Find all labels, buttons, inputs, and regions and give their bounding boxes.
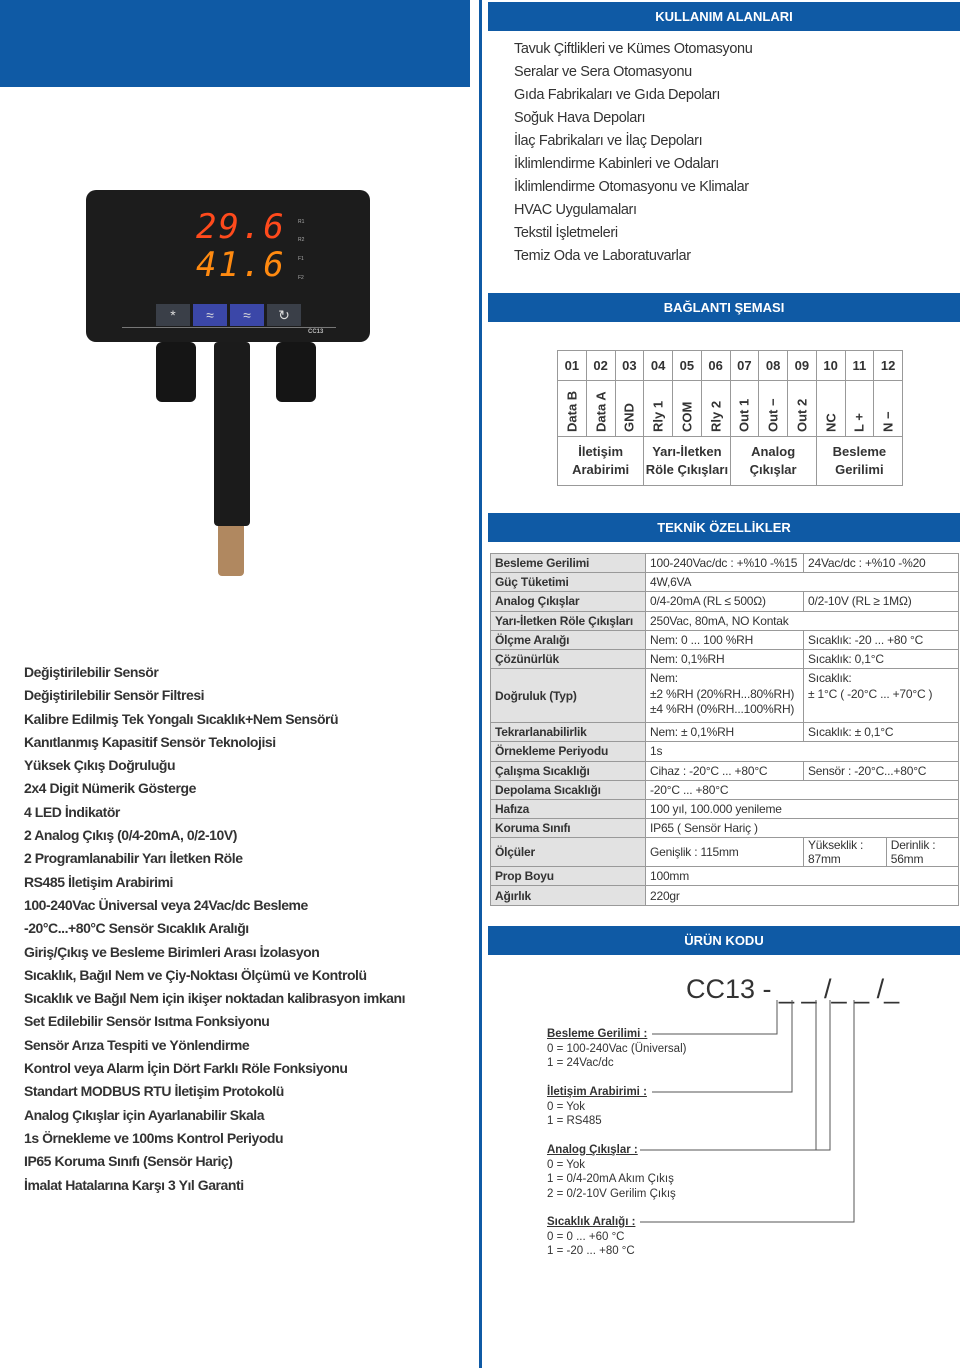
feature-item: Sıcaklık, Bağıl Nem ve Çiy-Noktası Ölçümü ve Kontrolü — [24, 966, 367, 983]
features-list — [24, 661, 405, 1197]
spec-value: 220gr — [646, 886, 959, 905]
feature-item: 2 Programlanabilir Yarı İletken Röle — [24, 850, 243, 867]
spec-value: Yükseklik : 87mm — [804, 838, 887, 867]
terminal-label-text: Rly 1 — [650, 400, 666, 432]
terminal-number: 06 — [701, 351, 730, 381]
feature-item: Değiştirilebilir Sensör — [24, 664, 159, 680]
led-r2: R2 — [298, 237, 305, 243]
terminal-label-text: Out − — [765, 398, 781, 432]
spec-label: Koruma Sınıfı — [491, 819, 646, 838]
terminal-label-text: NC — [823, 413, 839, 432]
order-code-group-title: İletişim Arabirimi : — [547, 1086, 647, 1098]
spec-label: Tekrarlanabilirlik — [491, 723, 646, 742]
terminal-number: 12 — [874, 351, 903, 381]
device-image — [86, 190, 370, 342]
feature-item: Analog Çıkışlar için Ayarlanabilir Skala — [24, 1106, 265, 1123]
feature-item: Sensör Arıza Tespiti ve Yönlendirme — [24, 1036, 250, 1053]
cable-gland-right — [276, 342, 316, 402]
feature-item: Giriş/Çıkış ve Besleme Birimleri Arası İzolasyon — [24, 943, 320, 960]
set-button: * — [156, 304, 190, 326]
feature-item: İmalat Hatalarına Karşı 3 Yıl Garanti — [24, 1176, 244, 1193]
specs-header: TEKNİK ÖZELLİKLER — [488, 513, 960, 542]
spec-label: Ölçüler — [491, 838, 646, 867]
spec-value: 100-240Vac/dc : +%10 -%15 — [646, 554, 804, 573]
terminal-number: 03 — [615, 351, 644, 381]
terminal-label-text: N − — [880, 411, 896, 432]
spec-label: Ölçme Aralığı — [491, 630, 646, 649]
sensor-probe — [214, 342, 250, 526]
terminal-group-line: Röle Çıkışları — [645, 462, 729, 477]
feature-item: Kanıtlanmış Kapasitif Sensör Teknolojisi — [24, 733, 276, 750]
order-header: ÜRÜN KODU — [488, 926, 960, 955]
feature-item: Sıcaklık ve Bağıl Nem için ikişer noktadan kalibrasyon imkanı — [24, 990, 406, 1007]
terminal-label-text: COM — [679, 401, 695, 432]
spec-value: 0/2-10V (RL ≥ 1MΩ) — [804, 592, 959, 611]
spec-value: Derinlik : 56mm — [886, 838, 958, 867]
spec-label: Ağırlık — [491, 886, 646, 905]
feature-item: Set Edilebilir Sensör Isıtma Fonksiyonu — [24, 1013, 270, 1030]
spec-value: Cihaz : -20°C ... +80°C — [646, 761, 804, 780]
feature-item: Kalibre Edilmiş Tek Yongalı Sıcaklık+Nem Sensörü — [24, 710, 339, 727]
spec-value: Sensör : -20°C...+80°C — [804, 761, 959, 780]
spec-label: Çözünürlük — [491, 649, 646, 668]
spec-value: Nem: 0,1%RH — [646, 649, 804, 668]
humidity-display: 41.6 — [196, 245, 286, 285]
terminal-number: 05 — [673, 351, 702, 381]
terminal-group-line: Besleme — [832, 444, 887, 459]
spec-value: 1s — [646, 742, 959, 761]
usage-item: Seralar ve Sera Otomasyonu — [514, 64, 692, 80]
order-code-group-title: Besleme Gerilimi : — [547, 1028, 648, 1040]
spec-label: Prop Boyu — [491, 867, 646, 886]
feature-item: 1s Örnekleme ve 100ms Kontrol Periyodu — [24, 1129, 284, 1146]
spec-value: Sıcaklık: ± 0,1°C — [804, 723, 959, 742]
order-code-option: 0 = 100-240Vac (Üniversal) — [547, 1042, 687, 1055]
terminal-group-line: Analog — [751, 444, 796, 459]
terminal-label-text: Rly 2 — [708, 400, 724, 432]
usage-item: Gıda Fabrikaları ve Gıda Depoları — [514, 87, 721, 103]
usage-item: İklimlendirme Otomasyonu ve Klimalar — [514, 179, 749, 195]
spec-value: 4W,6VA — [646, 573, 959, 592]
terminal-number: 04 — [644, 351, 673, 381]
feature-item: Standart MODBUS RTU İletişim Protokolü — [24, 1083, 284, 1100]
feature-item: 2 Analog Çıkış (0/4-20mA, 0/2-10V) — [24, 827, 237, 844]
order-code-option: 2 = 0/2-10V Gerilim Çıkış — [547, 1187, 676, 1200]
terminal-number: 09 — [788, 351, 817, 381]
spec-value: Nem: 0 ... 100 %RH — [646, 630, 804, 649]
feature-item: 4 LED İndikatör — [24, 803, 120, 820]
feature-item: RS485 İletişim Arabirimi — [24, 873, 173, 890]
feature-item: IP65 Koruma Sınıfı (Sensör Hariç) — [24, 1153, 233, 1170]
order-code-group — [547, 1143, 676, 1201]
spec-label: Depolama Sıcaklığı — [491, 780, 646, 799]
spec-label: Hafıza — [491, 799, 646, 818]
cable-gland-left — [156, 342, 196, 402]
terminal-group-line: Çıkışlar — [749, 462, 797, 477]
feature-item: Değiştirilebilir Sensör Filtresi — [24, 687, 205, 704]
order-code-option: 0 = Yok — [547, 1100, 586, 1113]
terminal-label-text: Out 1 — [736, 398, 752, 432]
cycle-button: ↻ — [267, 304, 301, 326]
feature-item: 2x4 Digit Nümerik Gösterge — [24, 780, 196, 797]
spec-label: Örnekleme Periyodu — [491, 742, 646, 761]
terminal-group-line: Arabirimi — [572, 462, 630, 477]
terminal-group-line: Yarı-İletken — [652, 444, 722, 459]
wiring-header: BAĞLANTI ŞEMASI — [488, 293, 960, 322]
terminal-number: 07 — [730, 351, 759, 381]
spec-value: 0/4-20mA (RL ≤ 500Ω) — [646, 592, 804, 611]
usage-item: Temiz Oda ve Laboratuvarlar — [514, 248, 691, 264]
temperature-display: 29.6 — [196, 207, 286, 247]
order-code-option: 1 = 24Vac/dc — [547, 1057, 614, 1069]
feature-item: Yüksek Çıkış Doğruluğu — [24, 757, 176, 774]
up-button: ≈ — [193, 304, 227, 326]
led-r1: R1 — [298, 219, 305, 225]
order-code-title: CC13 - _ _ /_ _ /_ — [686, 974, 900, 1004]
terminal-label-text: Data B — [564, 390, 580, 432]
terminal-label-text: Out 2 — [794, 398, 810, 432]
terminal-number: 10 — [816, 351, 845, 381]
led-f1: F1 — [298, 256, 304, 262]
terminal-label-text: Data A — [593, 391, 609, 432]
order-code-option: 1 = 0/4-20mA Akım Çıkış — [547, 1173, 674, 1185]
spec-label: Güç Tüketimi — [491, 573, 646, 592]
spec-label: Analog Çıkışlar — [491, 592, 646, 611]
spec-label: Çalışma Sıcaklığı — [491, 761, 646, 780]
terminal-number: 11 — [845, 351, 874, 381]
spec-value: Sıcaklık: ± 1°C ( -20°C ... +70°C ) — [804, 669, 959, 723]
order-code-option: 0 = 0 ... +60 °C — [547, 1230, 625, 1243]
spec-value: IP65 ( Sensör Hariç ) — [646, 819, 959, 838]
usage-item: HVAC Uygulamaları — [514, 202, 637, 218]
usage-header: KULLANIM ALANLARI — [488, 2, 960, 31]
spec-value: Nem: ± 0,1%RH — [646, 723, 804, 742]
spec-value: Nem: ±2 %RH (20%RH...80%RH) ±4 %RH (0%RH...100%RH) — [646, 669, 804, 723]
spec-value: 24Vac/dc : +%10 -%20 — [804, 554, 959, 573]
spec-value: Sıcaklık: -20 ... +80 °C — [804, 630, 959, 649]
usage-item: Soğuk Hava Depoları — [514, 110, 646, 126]
terminal-group-line: Gerilimi — [835, 462, 884, 477]
terminal-number: 08 — [759, 351, 788, 381]
spec-value: -20°C ... +80°C — [646, 780, 959, 799]
spec-label: Besleme Gerilimi — [491, 554, 646, 573]
device-divider — [122, 327, 336, 328]
spec-value: Sıcaklık: 0,1°C — [804, 649, 959, 668]
terminal-label-text: GND — [621, 403, 637, 432]
order-code-option: 1 = -20 ... +80 °C — [547, 1245, 635, 1257]
usage-item: İlaç Fabrikaları ve İlaç Depoları — [514, 133, 703, 149]
usage-item: Tavuk Çiftlikleri ve Kümes Otomasyonu — [514, 41, 753, 57]
spec-value: Genişlik : 115mm — [646, 838, 804, 867]
order-code-group — [547, 1215, 635, 1259]
terminal-group-line: İletişim — [578, 444, 624, 459]
feature-item: 100-240Vac Üniversal veya 24Vac/dc Besleme — [24, 896, 308, 913]
terminal-label-text: L + — [851, 413, 867, 432]
order-code-option: 1 = RS485 — [547, 1115, 602, 1127]
order-code-group — [547, 1027, 686, 1071]
feature-item: Kontrol veya Alarm İçin Dört Farklı Röle Fonksiyonu — [24, 1060, 348, 1077]
device-model: CC13 — [308, 329, 324, 335]
spec-value: 100 yıl, 100.000 yenileme — [646, 799, 959, 818]
spec-value: 100mm — [646, 867, 959, 886]
order-code-group-title: Analog Çıkışlar : — [547, 1144, 638, 1156]
spec-label: Doğruluk (Typ) — [491, 669, 646, 723]
feature-item: -20°C...+80°C Sensör Sıcaklık Aralığı — [24, 920, 249, 937]
spec-value: 250Vac, 80mA, NO Kontak — [646, 611, 959, 630]
sensor-filter — [218, 526, 244, 576]
spec-label: Yarı-İletken Röle Çıkışları — [491, 611, 646, 630]
led-f2: F2 — [298, 275, 304, 281]
terminal-number: 02 — [586, 351, 615, 381]
down-button: ≈ — [230, 304, 264, 326]
order-code-group — [547, 1085, 647, 1129]
terminal-number: 01 — [558, 351, 587, 381]
usage-item: İklimlendirme Kabinleri ve Odaları — [514, 156, 719, 172]
order-code-option: 0 = Yok — [547, 1158, 586, 1171]
usage-item: Tekstil İşletmeleri — [514, 225, 618, 241]
order-code-group-title: Sıcaklık Aralığı : — [547, 1216, 636, 1228]
